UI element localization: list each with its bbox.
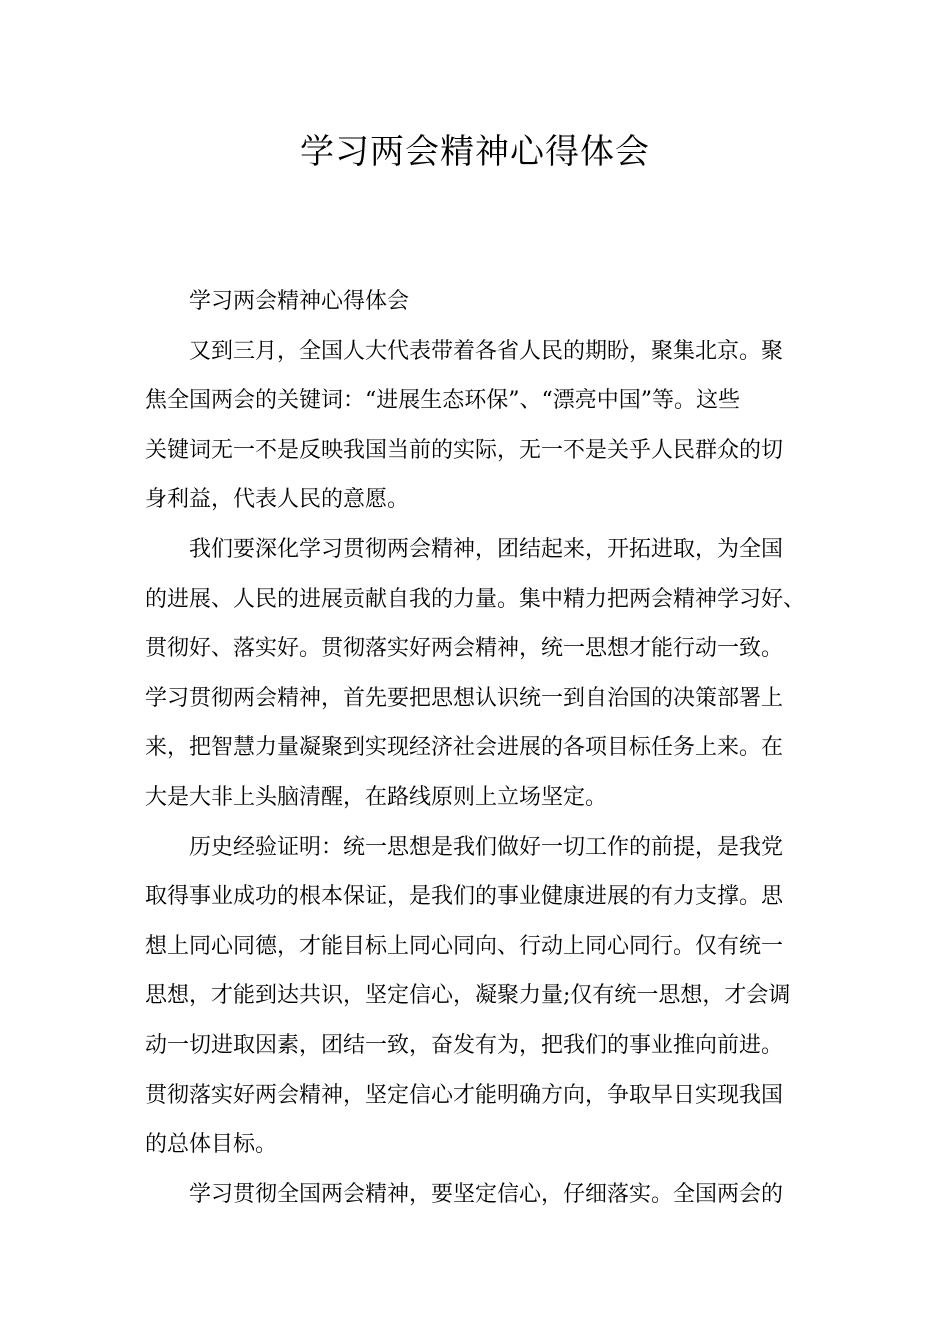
text-line: 来，把智慧力量凝聚到实现经济社会进展的各项目标任务上来。在 [145,735,784,761]
text-line: 的进展、人民的进展贡献自我的力量。集中精力把两会精神学习好、 [145,586,806,612]
text-line: 取得事业成功的根本保证，是我们的事业健康进展的有力支撑。思 [145,884,784,910]
text-line: 的总体目标。 [145,1132,278,1158]
paragraph [145,823,811,1170]
text-line: 贯彻好、落实好。贯彻落实好两会精神，统一思想才能行动一致。 [145,636,784,662]
text-line: 我们要深化学习贯彻两会精神，团结起来，开拓进取，为全国 [189,536,784,562]
paragraph [145,277,811,327]
text-line: 学习贯彻两会精神，首先要把思想认识统一到自治国的决策部署上 [145,685,784,711]
text-line: 身利益，代表人民的意愿。 [145,487,410,513]
paragraph [145,525,811,823]
text-line: 历史经验证明：统一思想是我们做好一切工作的前提，是我党 [189,834,784,860]
text-line: 又到三月，全国人大代表带着各省人民的期盼，聚集北京。聚 [189,338,784,364]
text-line: 学习两会精神心得体会 [189,289,410,314]
document-title: 学习两会精神心得体会 [300,132,650,172]
paragraph [145,1170,811,1220]
text-line: 动一切进取因素，团结一致，奋发有为，把我们的事业推向前进。 [145,1032,784,1058]
text-line: 大是大非上头脑清醒，在路线原则上立场坚定。 [145,784,608,810]
text-line: 学习贯彻全国两会精神，要坚定信心，仔细落实。全国两会的 [189,1181,784,1207]
paragraph [145,327,811,525]
document-body [145,277,811,1219]
text-line: 焦全国两会的关键词：“进展生态环保”、“漂亮中国”等。这些 [145,388,740,414]
text-line: 关键词无一不是反映我国当前的实际，无一不是关乎人民群众的切 [145,437,784,463]
text-line: 想上同心同德，才能目标上同心同向、行动上同心同行。仅有统一 [145,933,784,959]
text-line: 思想，才能到达共识，坚定信心，凝聚力量;仅有统一思想，才会调 [145,983,791,1009]
text-line: 贯彻落实好两会精神，坚定信心才能明确方向，争取早日实现我国 [145,1082,784,1108]
